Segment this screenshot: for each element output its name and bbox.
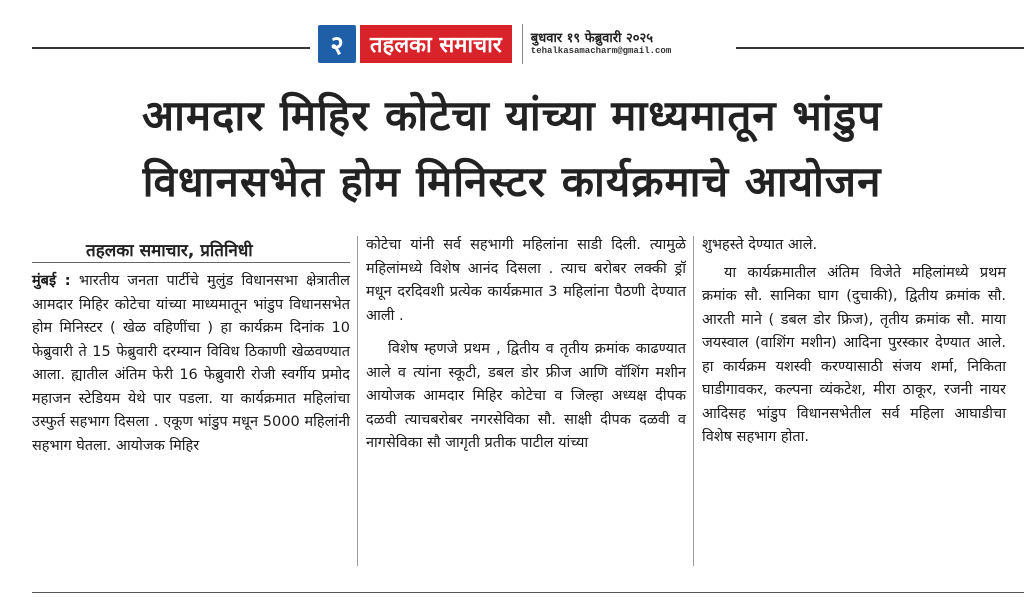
issue-date: बुधवार १९ फेब्रुवारी २०२५ <box>530 30 653 46</box>
page-number-badge: २ <box>318 25 356 63</box>
masthead-divider <box>522 24 523 64</box>
article-column-1 <box>32 270 350 458</box>
headline-line-1: आमदार मिहिर कोटेचा यांच्या माध्यमातून भांडुप <box>142 91 882 140</box>
column-divider-1 <box>357 236 358 566</box>
footer-rule <box>32 592 1024 593</box>
masthead <box>318 22 671 66</box>
column-3-paragraph-2: या कार्यक्रमातील अंतिम विजेते महिलांमध्ये प्रथम क्रमांक सौ. सानिका घाग (दुचाकी), द्वितीय क्रमांक सौ. आरती माने ( डबल डोर फ्रिज), तृतीय क्रमांक सौ. माया जयस्वाल (वाशिंग मशीन) आदिना पुरस्कार देण्यात आले. हा कार्यक्रम यशस्वी करण्यासाठी संजय शर्मा, निकिता घाडीगावकर, कल्पना व्यंकटेश, मीरा ठाकूर, रजनी नायर आदिसह भांडुप विधानसभेतील सर्व महिला आघाडीचा विशेष सहभाग होता. <box>702 264 1006 445</box>
article-column-2 <box>366 234 686 456</box>
byline-rule <box>32 262 350 263</box>
column-3-paragraph-1: शुभहस्ते देण्यात आले. <box>702 237 818 253</box>
column-2-paragraph-2: विशेष म्हणजे प्रथम , द्वितीय व तृतीय क्रमांक काढण्यात आले व त्यांना स्कूटी, डबल डोर फ्रीज आणि वॉशिंग मशीन आयोजक आमदार मिहिर कोटेचा व जिल्हा अध्यक्ष दीपक दळवी त्याचबरोबर नगरसेविका सौ. साक्षी दीपक दळवी व नागसेविका सौ जागृती प्रतीक पाटील यांच्या <box>366 341 686 451</box>
byline: तहलका समाचार, प्रतिनिधी <box>86 241 253 261</box>
newspaper-logo: तहलका समाचार <box>360 25 512 63</box>
column-2-paragraph-1: कोटेचा यांनी सर्व सहभागी महिलांना साडी दिली. त्यामुळे महिलांमध्ये विशेष आनंद दिसला . त्याच बरोबर लक्की ड्रॉ मधून दरदिवशी प्रत्येक कार्यक्रमात 3 महिलांना पैठणी देण्यात आली . <box>366 237 686 324</box>
article-column-3 <box>702 234 1006 450</box>
column-1-text: भारतीय जनता पार्टीचे मुलुंड विधानसभा क्षेत्रातील आमदार मिहिर कोटेचा यांच्या माध्यमातून भांडुप विधानसभेत होम मिनिस्टर ( खेळ वहिणींचा ) हा कार्यक्रम दिनांक 10 फेब्रुवारी ते 15 फेब्रुवारी दरम्यान विविध ठिकाणी खेळवण्यात आला. ह्यातील अंतिम फेरी 16 फेब्रुवारी रोजी स्वर्गीय प्रमोद महाजन स्टेडियम येथे पार पडला. या कार्यक्रमात महिलांचा उस्फुर्त सहभाग दिसला . एकूण भांडुप मधून 5000 महिलांनी सहभाग घेतला. आयोजक मिहिर <box>32 273 351 454</box>
masthead-rule-right <box>736 47 1024 49</box>
dateline: मुंबई : <box>32 273 71 289</box>
contact-email: tehalkasamacharm@gmail.com <box>530 46 672 57</box>
masthead-rule-left <box>32 47 310 49</box>
headline-line-2: विधानसभेत होम मिनिस्टर कार्यक्रमाचे आयोजन <box>142 157 882 206</box>
column-divider-2 <box>693 236 694 566</box>
masthead-info <box>531 31 671 57</box>
